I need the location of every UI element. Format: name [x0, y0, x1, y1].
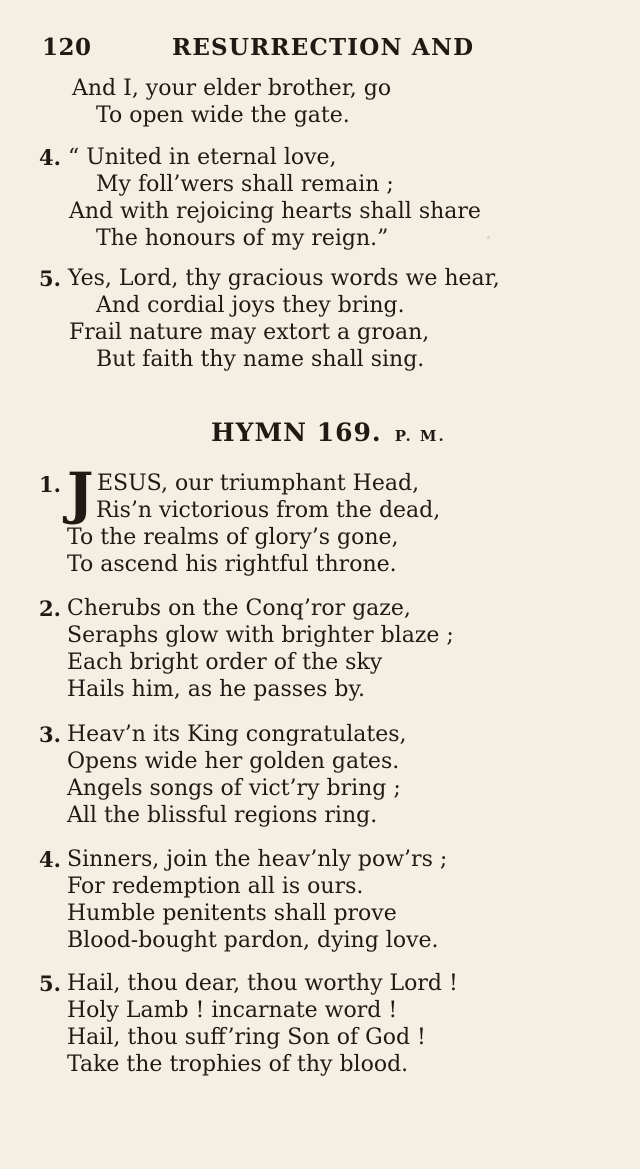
verse-line: And cordial joys they bring. [96, 293, 405, 318]
stanza-number: 5. [39, 266, 61, 291]
verse-line: But faith thy name shall sing. [96, 347, 425, 372]
stanza-number: 1. [39, 472, 61, 497]
verse-line: Angels songs of vict’ry bring ; [67, 776, 401, 801]
page-number: 120 [42, 34, 92, 61]
verse-line: Ris’n victorious from the dead, [96, 498, 441, 523]
stanza-number: 4. [39, 847, 61, 872]
verse-line: To open wide the gate. [96, 103, 350, 128]
verse-line: ESUS, our triumphant Head, [97, 471, 420, 496]
verse-line: Blood-bought pardon, dying love. [67, 928, 439, 953]
verse-line: Holy Lamb ! incarnate word ! [67, 998, 398, 1023]
verse-line: To the realms of glory’s gone, [67, 525, 399, 550]
verse-line: To ascend his rightful throne. [67, 552, 397, 577]
hymn-title: HYMN 169. [211, 418, 382, 447]
verse-line: Yes, Lord, thy gracious words we hear, [68, 266, 500, 291]
verse-line: Hail, thou suff’ring Son of God ! [67, 1025, 426, 1050]
verse-line: And I, your elder brother, go [72, 76, 392, 101]
verse-line: Seraphs glow with brighter blaze ; [67, 623, 454, 648]
paper-speck [487, 236, 490, 239]
verse-line: The honours of my reign.” [96, 226, 389, 251]
stanza-number: 2. [39, 596, 61, 621]
verse-line: “ United in eternal love, [68, 145, 337, 170]
stanza-number: 4. [39, 145, 61, 170]
stanza-number: 5. [39, 971, 61, 996]
verse-line: Humble penitents shall prove [67, 901, 397, 926]
verse-line: For redemption all is ours. [67, 874, 364, 899]
verse-line: And with rejoicing hearts shall share [69, 199, 481, 224]
hymn-heading [211, 418, 446, 447]
verse-line: Opens wide her golden gates. [67, 749, 400, 774]
verse-line: Hails him, as he passes by. [67, 677, 365, 702]
drop-cap: J [67, 461, 94, 527]
verse-line: All the blissful regions ring. [67, 803, 378, 828]
page-header [42, 34, 512, 68]
verse-line: My foll’wers shall remain ; [96, 172, 394, 197]
verse-line: Each bright order of the sky [67, 650, 383, 675]
hymn-meter: P. M. [394, 427, 446, 445]
verse-line: Take the trophies of thy blood. [67, 1052, 409, 1077]
verse-line: Frail nature may extort a groan, [69, 320, 430, 345]
verse-line: Sinners, join the heav’nly pow’rs ; [67, 847, 448, 872]
running-title: RESURRECTION AND [172, 34, 475, 61]
verse-line: Cherubs on the Conq’ror gaze, [67, 596, 411, 621]
stanza-number: 3. [39, 722, 61, 747]
verse-line: Hail, thou dear, thou worthy Lord ! [67, 971, 458, 996]
verse-line: Heav’n its King congratulates, [67, 722, 407, 747]
